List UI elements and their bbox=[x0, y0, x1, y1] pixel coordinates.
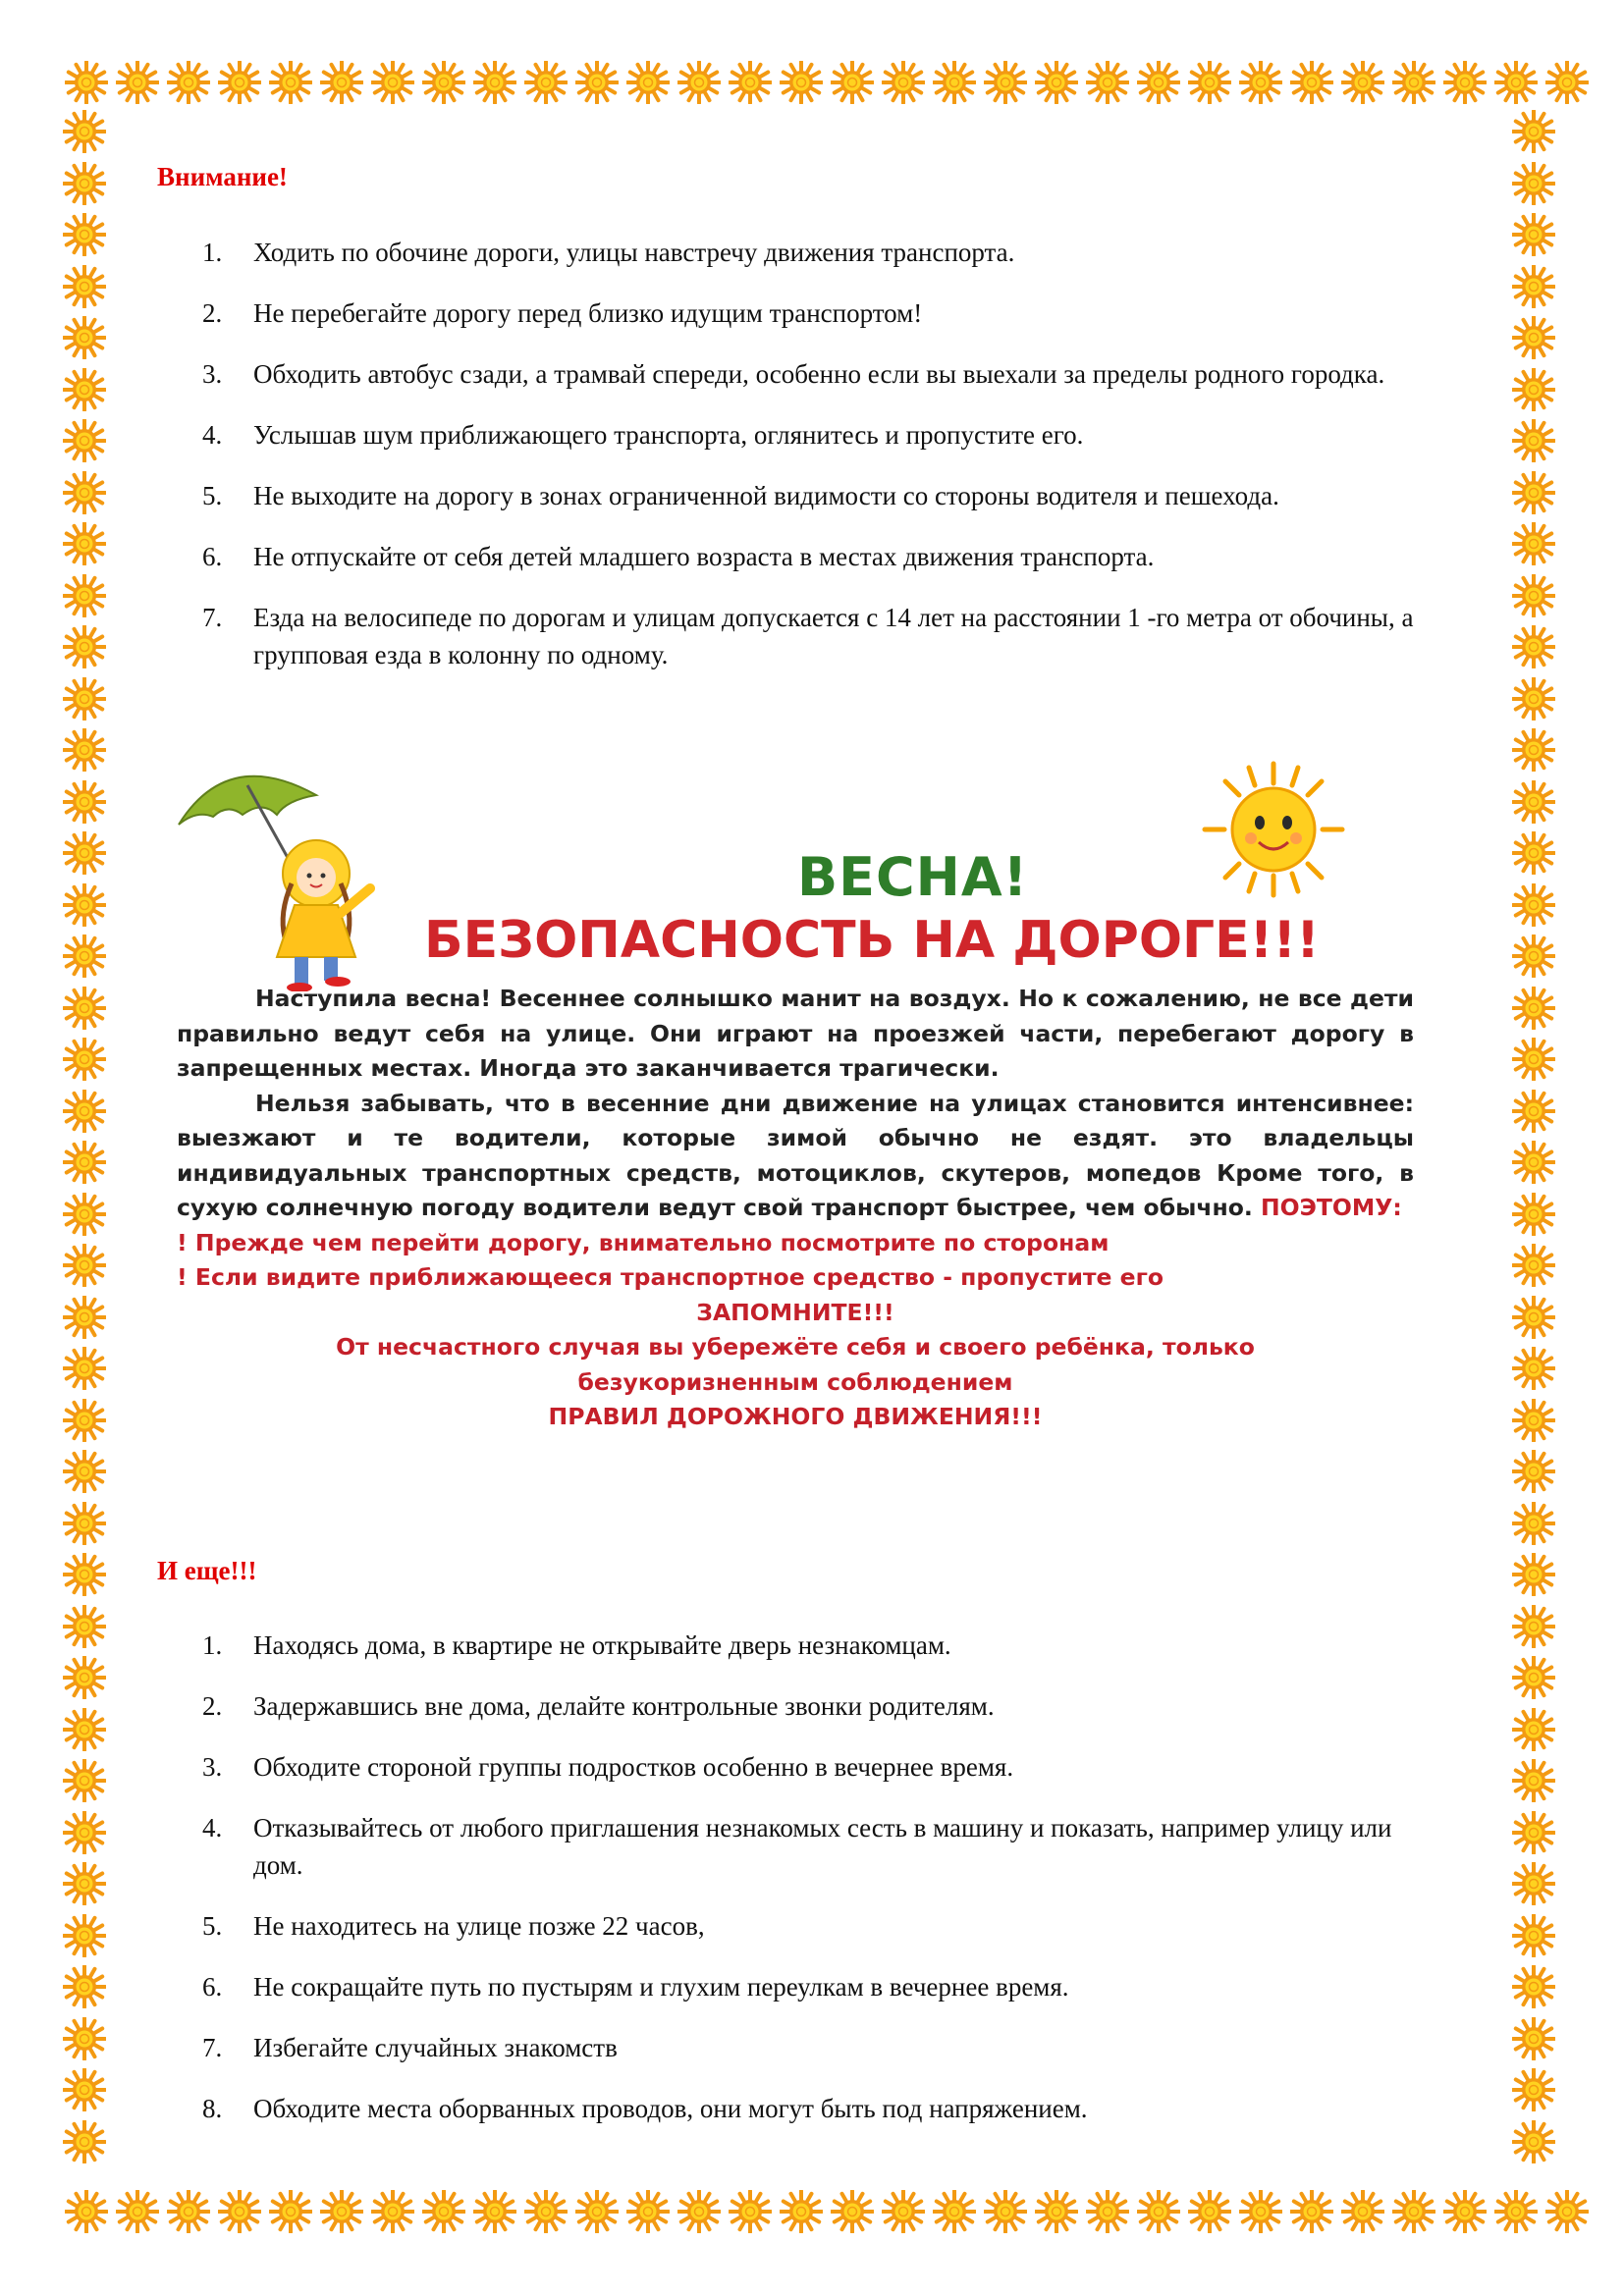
sun-icon bbox=[1086, 2190, 1129, 2233]
section1-heading: Внимание! bbox=[157, 162, 288, 191]
sun-icon bbox=[422, 61, 465, 104]
sun-icon bbox=[63, 2068, 106, 2111]
sun-icon bbox=[63, 1502, 106, 1545]
sun-icon bbox=[1512, 419, 1555, 462]
sun-icon bbox=[1545, 2190, 1589, 2233]
sun-icon bbox=[167, 2190, 210, 2233]
sun-icon bbox=[1035, 2190, 1078, 2233]
sun-icon bbox=[1512, 1965, 1555, 2008]
sun-icon bbox=[1512, 2120, 1555, 2163]
sun-icon bbox=[63, 1090, 106, 1133]
sun-icon bbox=[63, 213, 106, 256]
sun-icon bbox=[116, 2190, 159, 2233]
sun-icon bbox=[320, 2190, 363, 2233]
sun-icon bbox=[1512, 934, 1555, 978]
sun-icon bbox=[63, 1811, 106, 1854]
sun-icon bbox=[63, 728, 106, 772]
sun-icon bbox=[63, 934, 106, 978]
sun-icon bbox=[63, 471, 106, 514]
list-item: 5. Не находитесь на улице позже 22 часов, bbox=[202, 1911, 705, 1941]
sun-icon bbox=[218, 2190, 261, 2233]
sun-icon bbox=[65, 2190, 108, 2233]
sun-icon bbox=[729, 61, 772, 104]
sun-icon bbox=[63, 1965, 106, 2008]
sun-icon bbox=[1290, 2190, 1333, 2233]
sun-icon bbox=[63, 162, 106, 205]
list-item: 7. Езда на велосипеде по дорогам и улицам допускается с 14 лет на расстоянии 1 -го метра от обочины, а групповая езда в колонну по одному. bbox=[202, 603, 1414, 669]
sun-icon bbox=[1137, 61, 1180, 104]
poster-closing: безукоризненным соблюдением bbox=[577, 1367, 1013, 1396]
sun-icon bbox=[1512, 1862, 1555, 1905]
sun-icon bbox=[882, 2190, 925, 2233]
sun-icon bbox=[1512, 1399, 1555, 1442]
sun-icon bbox=[780, 61, 823, 104]
sun-icon bbox=[1494, 61, 1538, 104]
sun-icon bbox=[1512, 1759, 1555, 1802]
sun-icon bbox=[1239, 61, 1282, 104]
poster-paragraph: Нельзя забывать, что в весенние дни движение на улицах становится интенсивнее: выезжают и те водители, которые зимой обычно не ездят. это владельцы индивидуальных транспортных средств, мотоциклов, скутеров, мопедов Кроме того, в сухую солнечную погоду водители ведут свой транспорт быстрее, чем обычно. ПОЭТОМУ: bbox=[177, 1089, 1414, 1221]
sun-icon bbox=[63, 1862, 106, 1905]
sun-icon bbox=[677, 61, 721, 104]
sun-icon bbox=[1512, 831, 1555, 875]
sun-icon bbox=[1341, 61, 1384, 104]
sun-icon bbox=[63, 625, 106, 668]
sun-icon bbox=[1512, 728, 1555, 772]
list-item: 4. Отказывайтесь от любого приглашения незнакомых сесть в машину и показать, например улицу или дом. bbox=[202, 1813, 1392, 1880]
sun-icon bbox=[575, 2190, 619, 2233]
sun-icon bbox=[933, 61, 976, 104]
list-item: 3. Обходить автобус сзади, а трамвай спереди, особенно если вы выехали за пределы родного городка. bbox=[202, 359, 1385, 389]
sun-icon bbox=[63, 1141, 106, 1184]
sun-icon bbox=[63, 1347, 106, 1390]
sun-icon bbox=[729, 2190, 772, 2233]
poster-therefore: ПОЭТОМУ: bbox=[1260, 1194, 1402, 1221]
sun-icon bbox=[882, 61, 925, 104]
list-item: 1. Находясь дома, в квартире не открывайте дверь незнакомцам. bbox=[202, 1630, 951, 1660]
sun-icon bbox=[63, 1193, 106, 1236]
sun-icon bbox=[1086, 61, 1129, 104]
sun-icon bbox=[933, 2190, 976, 2233]
sun-icon bbox=[1512, 316, 1555, 359]
poster-remember: ЗАПОМНИТЕ!!! bbox=[696, 1298, 894, 1326]
sun-icon bbox=[1512, 1090, 1555, 1133]
sun-icon bbox=[63, 265, 106, 308]
list-item: 5. Не выходите на дорогу в зонах ограниченной видимости со стороны водителя и пешехода. bbox=[202, 481, 1279, 510]
list-item: 7. Избегайте случайных знакомств bbox=[202, 2033, 618, 2062]
sun-icon bbox=[1512, 1244, 1555, 1287]
sun-icon bbox=[63, 1450, 106, 1493]
smiling-sun-icon bbox=[1190, 756, 1357, 903]
sun-icon bbox=[473, 2190, 516, 2233]
sun-icon bbox=[320, 61, 363, 104]
sun-icon bbox=[524, 61, 568, 104]
sun-icon bbox=[63, 1708, 106, 1751]
list-item: 2. Не перебегайте дорогу перед близко идущим транспортом! bbox=[202, 298, 923, 328]
sun-icon bbox=[1512, 1811, 1555, 1854]
sun-icon bbox=[1512, 1450, 1555, 1493]
sun-icon bbox=[1512, 987, 1555, 1030]
sun-icon bbox=[1512, 1193, 1555, 1236]
poster-closing: ПРАВИЛ ДОРОЖНОГО ДВИЖЕНИЯ!!! bbox=[548, 1403, 1043, 1430]
section2-heading: И еще!!! bbox=[157, 1556, 257, 1585]
sun-icon bbox=[63, 522, 106, 565]
child-umbrella-icon bbox=[169, 756, 395, 991]
sun-icon bbox=[1512, 162, 1555, 205]
sun-icon bbox=[1494, 2190, 1538, 2233]
sun-icon bbox=[1290, 61, 1333, 104]
sun-icon bbox=[63, 2120, 106, 2163]
poster-body bbox=[177, 982, 1414, 1435]
sun-icon bbox=[269, 2190, 312, 2233]
sun-icon bbox=[63, 883, 106, 927]
sun-icon bbox=[626, 61, 670, 104]
sun-icon bbox=[63, 1759, 106, 1802]
sun-icon bbox=[63, 1399, 106, 1442]
sun-icon bbox=[1443, 2190, 1487, 2233]
sun-icon bbox=[116, 61, 159, 104]
sun-icon bbox=[1512, 677, 1555, 721]
section2-list bbox=[157, 1627, 1424, 2151]
sun-icon bbox=[984, 61, 1027, 104]
poster-warning: ! Прежде чем перейти дорогу, внимательно посмотрите по сторонам bbox=[177, 1228, 1110, 1256]
border-right bbox=[1512, 110, 1555, 2171]
sun-icon bbox=[63, 1553, 106, 1596]
sun-icon bbox=[1512, 110, 1555, 153]
sun-icon bbox=[626, 2190, 670, 2233]
sun-icon bbox=[63, 368, 106, 411]
list-item: 6. Не отпускайте от себя детей младшего возраста в местах движения транспорта. bbox=[202, 542, 1155, 571]
sun-icon bbox=[1239, 2190, 1282, 2233]
sun-icon bbox=[1188, 2190, 1231, 2233]
sun-icon bbox=[1512, 1708, 1555, 1751]
poster-paragraph: Наступила весна! Весеннее солнышко манит на воздух. Но к сожалению, не все дети правильно ведут себя на улице. Они играют на проезжей части, перебегают дорогу в запрещенных местах. Иногда это заканчивается трагически. bbox=[177, 985, 1414, 1082]
sun-icon bbox=[269, 61, 312, 104]
sun-icon bbox=[984, 2190, 1027, 2233]
list-item: 3. Обходите стороной группы подростков особенно в вечернее время. bbox=[202, 1752, 1014, 1782]
border-bottom bbox=[65, 2190, 1597, 2233]
sun-icon bbox=[63, 987, 106, 1030]
sun-icon bbox=[1512, 1296, 1555, 1339]
sun-icon bbox=[1512, 1038, 1555, 1081]
section1-list bbox=[157, 234, 1424, 697]
sun-icon bbox=[473, 61, 516, 104]
list-item: 8. Обходите места оборванных проводов, они могут быть под напряжением. bbox=[202, 2094, 1088, 2123]
sun-icon bbox=[1512, 625, 1555, 668]
sun-icon bbox=[63, 316, 106, 359]
sun-icon bbox=[575, 61, 619, 104]
sun-icon bbox=[677, 2190, 721, 2233]
sun-icon bbox=[1512, 213, 1555, 256]
sun-icon bbox=[1035, 61, 1078, 104]
sun-icon bbox=[1512, 883, 1555, 927]
list-item: 6. Не сокращайте путь по пустырям и глухим переулкам в вечернее время. bbox=[202, 1972, 1069, 2002]
border-top bbox=[65, 61, 1597, 104]
border-left bbox=[63, 110, 106, 2171]
sun-icon bbox=[63, 2017, 106, 2060]
poster-warning: ! Если видите приближающееся транспортное средство - пропустите его bbox=[177, 1263, 1164, 1291]
sun-icon bbox=[1512, 522, 1555, 565]
sun-icon bbox=[524, 2190, 568, 2233]
sun-icon bbox=[1443, 61, 1487, 104]
sun-icon bbox=[65, 61, 108, 104]
sun-icon bbox=[63, 831, 106, 875]
sun-icon bbox=[1512, 2068, 1555, 2111]
poster-closing: От несчастного случая вы убережёте себя и своего ребёнка, только bbox=[336, 1333, 1255, 1361]
sun-icon bbox=[1341, 2190, 1384, 2233]
sun-icon bbox=[63, 1914, 106, 1957]
sun-icon bbox=[63, 1605, 106, 1648]
sun-icon bbox=[63, 419, 106, 462]
sun-icon bbox=[1512, 368, 1555, 411]
sun-icon bbox=[1188, 61, 1231, 104]
sun-icon bbox=[63, 1296, 106, 1339]
sun-icon bbox=[1512, 2017, 1555, 2060]
sun-icon bbox=[831, 2190, 874, 2233]
sun-icon bbox=[371, 2190, 414, 2233]
list-item: 2. Задержавшись вне дома, делайте контрольные звонки родителям. bbox=[202, 1691, 995, 1721]
sun-icon bbox=[218, 61, 261, 104]
sun-icon bbox=[63, 780, 106, 824]
sun-icon bbox=[63, 677, 106, 721]
sun-icon bbox=[1512, 471, 1555, 514]
sun-icon bbox=[1392, 2190, 1435, 2233]
sun-icon bbox=[422, 2190, 465, 2233]
poster-title-safety: БЕЗОПАСНОСТЬ НА ДОРОГЕ!!! bbox=[424, 911, 1320, 970]
sun-icon bbox=[1545, 61, 1589, 104]
list-item: 1. Ходить по обочине дороги, улицы навстречу движения транспорта. bbox=[202, 238, 1015, 267]
sun-icon bbox=[1512, 1502, 1555, 1545]
sun-icon bbox=[1512, 1553, 1555, 1596]
sun-icon bbox=[1392, 61, 1435, 104]
sun-icon bbox=[63, 1038, 106, 1081]
sun-icon bbox=[63, 1244, 106, 1287]
poster-title-spring: ВЕСНА! bbox=[797, 846, 1029, 908]
sun-icon bbox=[1512, 574, 1555, 617]
sun-icon bbox=[167, 61, 210, 104]
sun-icon bbox=[1512, 780, 1555, 824]
sun-icon bbox=[1512, 265, 1555, 308]
spring-safety-poster bbox=[159, 756, 1426, 1522]
sun-icon bbox=[1512, 1347, 1555, 1390]
sun-icon bbox=[1512, 1141, 1555, 1184]
sun-icon bbox=[1512, 1914, 1555, 1957]
sun-icon bbox=[63, 1656, 106, 1699]
sun-icon bbox=[1512, 1605, 1555, 1648]
sun-icon bbox=[371, 61, 414, 104]
list-item: 4. Услышав шум приближающего транспорта, оглянитесь и пропустите его. bbox=[202, 420, 1084, 450]
sun-icon bbox=[1137, 2190, 1180, 2233]
sun-icon bbox=[63, 574, 106, 617]
sun-icon bbox=[780, 2190, 823, 2233]
sun-icon bbox=[63, 110, 106, 153]
sun-icon bbox=[1512, 1656, 1555, 1699]
sun-icon bbox=[831, 61, 874, 104]
